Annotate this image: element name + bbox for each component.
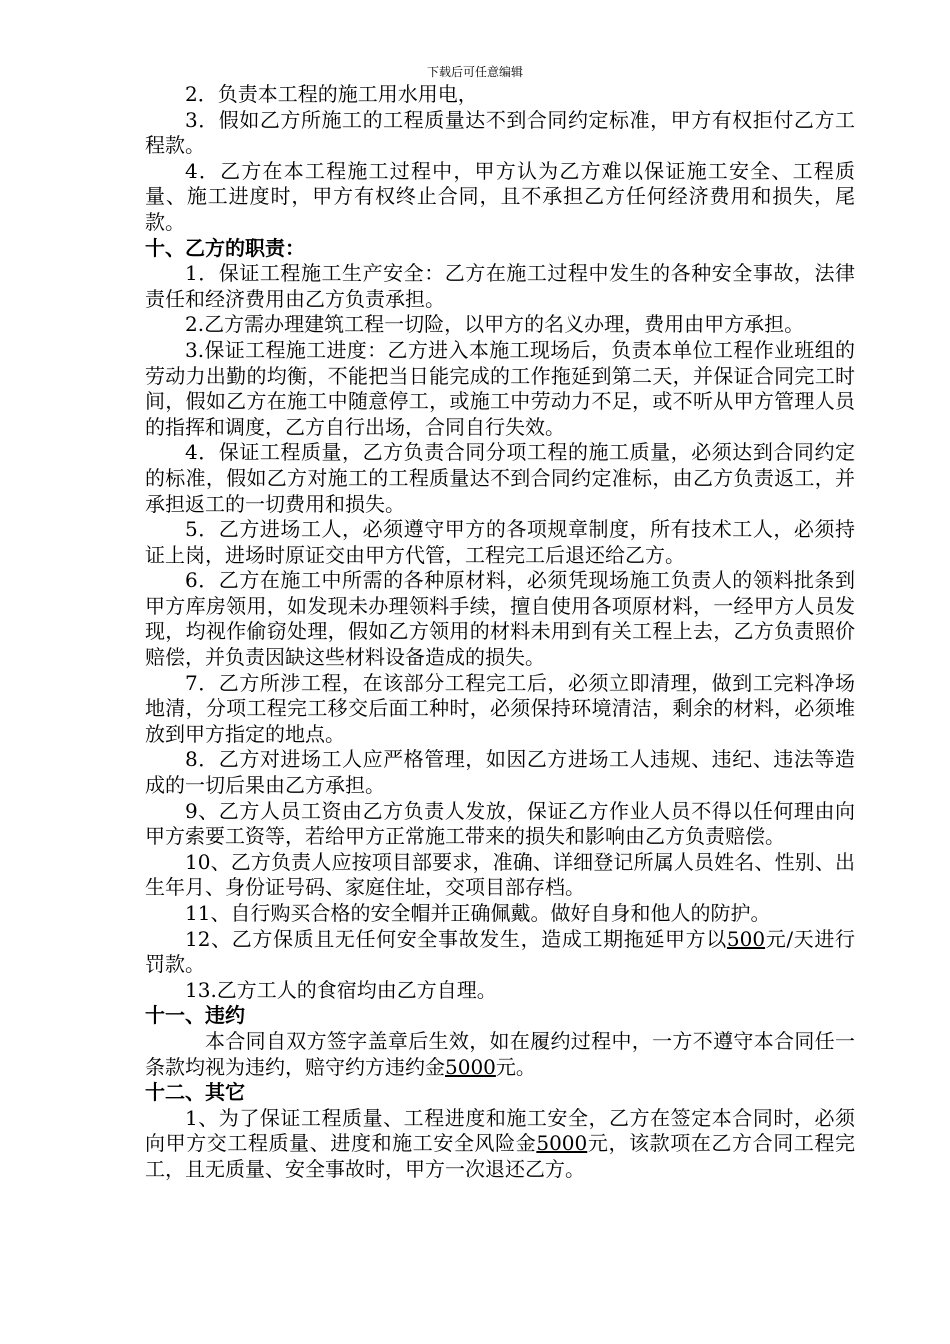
paragraph: 7．乙方所涉工程，在该部分工程完工后，必须立即清理，做到工完料净场地清，分项工程完工移交后面工种时，必须保持环境清洁，剩余的材料，必须堆放到甲方指定的地点。 xyxy=(145,670,855,746)
paragraph xyxy=(145,927,855,978)
paragraph: 10、乙方负责人应按项目部要求，准确、详细登记所属人员姓名、性别、出生年月、身份证号码、家庭住址，交项目部存档。 xyxy=(145,849,855,900)
text: 1、为了保证工程质量、工程进度和施工安全，乙方在签定本合同时，必须向甲方交工程质量、进度和施工安全风险金 xyxy=(145,1105,855,1156)
paragraph: 9、乙方人员工资由乙方负责人发放，保证乙方作业人员不得以任何理由向甲方索要工资等，若给甲方正常施工带来的损失和影响由乙方负责赔偿。 xyxy=(145,798,855,849)
paragraph: 4．保证工程质量，乙方负责合同分项工程的施工质量，必须达到合同约定的标准，假如乙方对施工的工程质量达不到合同约定准标，由乙方负责返工，并承担返工的一切费用和损失。 xyxy=(145,440,855,516)
amount: 5000 xyxy=(445,1054,496,1079)
paragraph xyxy=(145,1029,855,1080)
paragraph: 3.保证工程施工进度：乙方进入本施工现场后，负责本单位工程作业班组的劳动力出勤的均衡，不能把当日能完成的工作拖延到第二天，并保证合同完工时间，假如乙方在施工中随意停工，或施工中劳动力不足，或不听从甲方管理人员的指挥和调度，乙方自行出场，合同自行失效。 xyxy=(145,337,855,439)
page-header: 下载后可任意编辑 xyxy=(426,65,523,79)
text: 元/天进行罚款。 xyxy=(145,926,855,977)
text: 元。 xyxy=(495,1054,536,1079)
paragraph: 13.乙方工人的食宿均由乙方自理。 xyxy=(185,977,497,1002)
text: 本合同自双方签字盖章后生效，如在履约过程中，一方不遵守本合同任一条款均视为违约，赔守约方违约金 xyxy=(145,1028,855,1079)
paragraph: 5．乙方进场工人，必须遵守甲方的各项规章制度，所有技术工人，必须持证上岗，进场时原证交由甲方代管，工程完工后退还给乙方。 xyxy=(145,517,855,567)
paragraph: 6．乙方在施工中所需的各种原材料，必须凭现场施工负责人的领料批条到甲方库房领用，如发现未办理领料手续，擅自使用各项原材料，一经甲方人员发现，均视作偷窃处理，假如乙方领用的材料未用到有关工程上去，乙方负责照价赔偿，并负责因缺这些材料设备造成的损失。 xyxy=(145,568,855,670)
text: 元，该款项在乙方合同工程完工，且无质量、安全事故时，甲方一次退还乙方。 xyxy=(145,1131,856,1181)
paragraph: 2．负责本工程的施工用水用电， xyxy=(185,82,478,106)
paragraph: 3．假如乙方所施工的工程质量达不到合同约定标准，甲方有权拒付乙方工程款。 xyxy=(145,107,855,158)
text: 12、乙方保质且无任何安全事故发生，造成工期拖延甲方以 xyxy=(185,926,727,951)
amount: 500 xyxy=(726,926,766,951)
section-heading: 十一、违约 xyxy=(145,1003,245,1028)
document-body xyxy=(145,82,855,1183)
paragraph: 11、自行购买合格的安全帽并正确佩戴。做好自身和他人的防护。 xyxy=(185,901,771,925)
section-heading: 十二、其它 xyxy=(145,1080,245,1105)
paragraph: 1．保证工程施工生产安全：乙方在施工过程中发生的各种安全事故，法律责任和经济费用由乙方负责承担。 xyxy=(145,261,855,311)
paragraph xyxy=(145,1106,855,1183)
section-heading: 十、乙方的职责： xyxy=(145,235,305,260)
paragraph: 2.乙方需办理建筑工程一切险，以甲方的名义办理，费用由甲方承担。 xyxy=(185,312,805,337)
amount: 5000 xyxy=(536,1131,588,1156)
paragraph: 4．乙方在本工程施工过程中，甲方认为乙方难以保证施工安全、工程质量、施工进度时，甲方有权终止合同，且不承担乙方任何经济费用和损失，尾款。 xyxy=(145,158,855,234)
paragraph: 8．乙方对进场工人应严格管理，如因乙方进场工人违规、违纪、违法等造成的一切后果由乙方承担。 xyxy=(145,747,855,798)
